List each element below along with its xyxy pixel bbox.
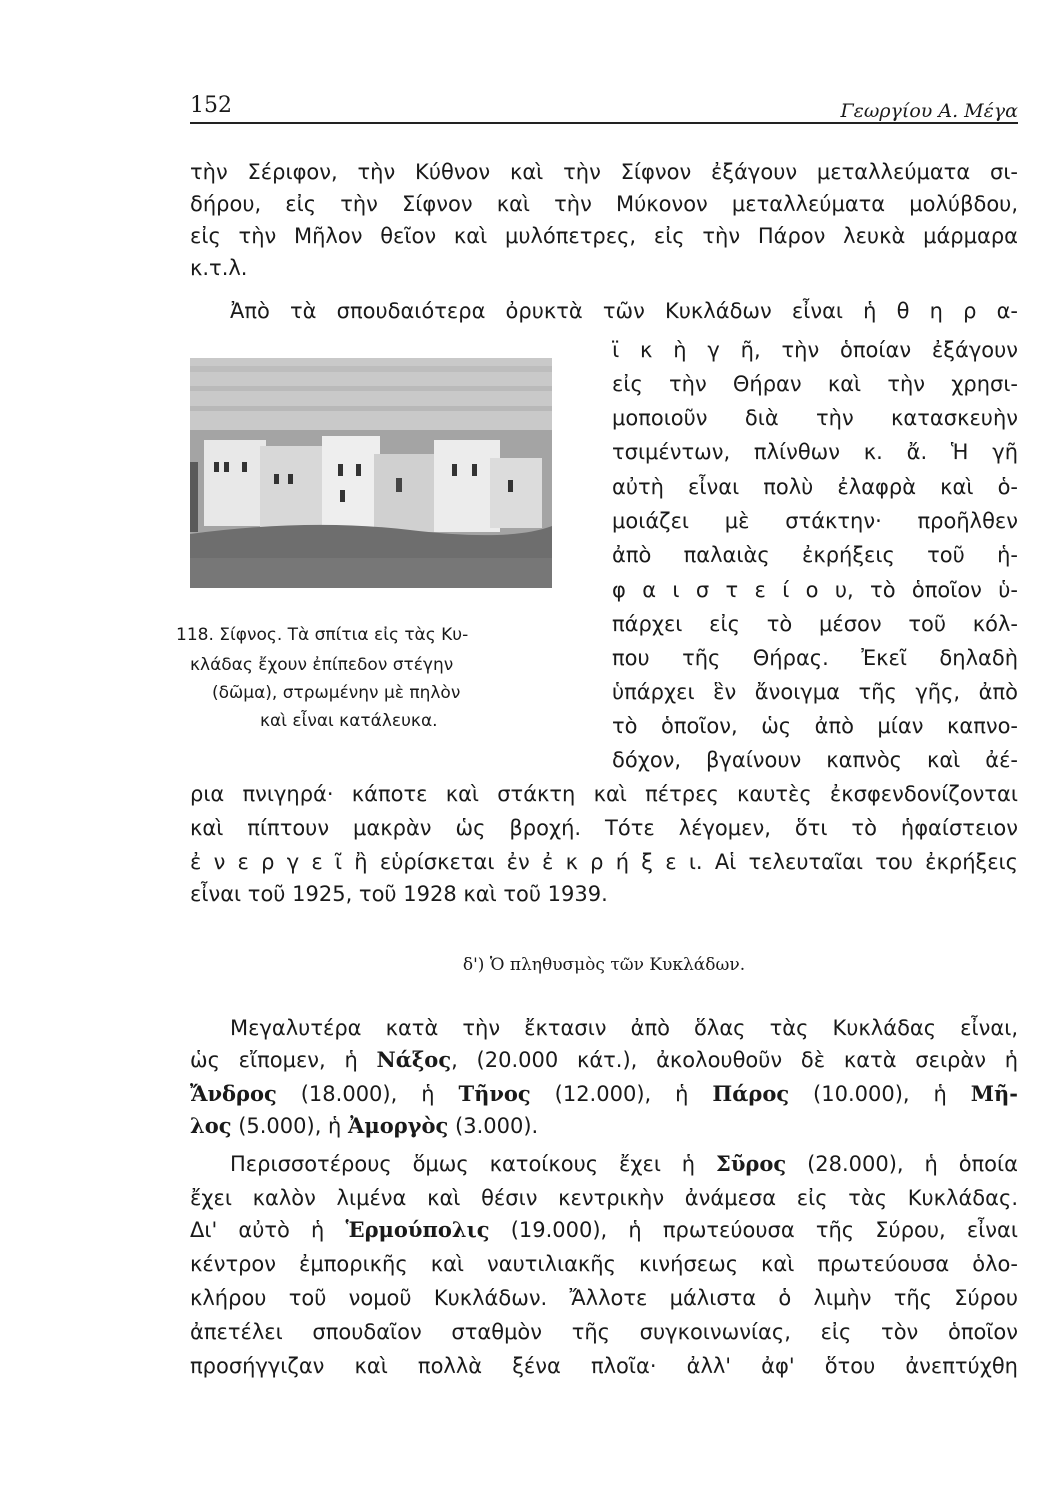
text-line: φ α ι σ τ ε ί ο υ, τὸ ὁποῖον ὑ- [612, 578, 1018, 602]
text-line: κέντρον ἐμπορικῆς καὶ ναυτιλιακῆς κινήσεως καὶ πρωτεύουσα ὁλο- [190, 1252, 1018, 1276]
text-line [190, 1216, 1018, 1244]
text-line: ὑπάρχει ἓν ἄνοιγμα τῆς γῆς, ἀπὸ [612, 680, 1018, 704]
text-line: δόχον, βγαίνουν καπνὸς καὶ ἀέ- [612, 748, 1018, 772]
figure-caption-line: κλάδας ἔχουν ἐπίπεδον στέγην [190, 655, 454, 675]
text-span: (3.000). [448, 1114, 539, 1138]
text-line [230, 1150, 1018, 1178]
text-span: (28.000), ἡ ὁποία [786, 1152, 1018, 1176]
text-span: ὡς εἴπομεν, ἡ [190, 1048, 377, 1072]
bold-place-name: λος [190, 1113, 232, 1138]
photo-illustration [190, 358, 552, 588]
text-line: καὶ πίπτουν μακρὰν ὡς βροχή. Τότε λέγομεν, ὅτι τὸ ἡφαίστειον [190, 816, 1018, 840]
text-line: εἰς τὴν Θήραν καὶ τὴν χρησι- [612, 372, 1018, 396]
text-span: (19.000), ἡ πρωτεύουσα τῆς Σύρου, εἶναι [489, 1218, 1018, 1242]
text-span: Περισσοτέρους ὅμως κατοίκους ἔχει ἡ [230, 1152, 716, 1176]
bold-place-name: Τῆνος [458, 1081, 531, 1106]
figure-caption-line: 118. Σίφνος. Τὰ σπίτια εἰς τὰς Κυ- [176, 625, 469, 645]
figure-caption-line: (δῶμα), στρωμένην μὲ πηλὸν [212, 683, 461, 703]
text-span: Δι' αὐτὸ ἡ [190, 1218, 346, 1242]
text-span: (5.000), ἡ [231, 1114, 349, 1138]
section-heading: δ') Ὁ πληθυσμὸς τῶν Κυκλάδων. [462, 955, 746, 975]
text-span: (18.000), ἡ [276, 1082, 459, 1106]
text-line: τσιμέντων, πλίνθων κ. ἄ. Ἡ γῆ [612, 440, 1018, 464]
text-line: που τῆς Θήρας. Ἐκεῖ δηλαδὴ [612, 646, 1018, 670]
bold-place-name: Ἀμοργὸς [348, 1113, 449, 1138]
text-span: (10.000), ἡ [789, 1082, 971, 1106]
text-line: Μεγαλυτέρα κατὰ τὴν ἔκτασιν ἀπὸ ὅλας τὰς Κυκλάδας εἶναι, [230, 1016, 1018, 1040]
text-line: κ.τ.λ. [190, 256, 248, 280]
text-line: δήρου, εἰς τὴν Σίφνον καὶ τὴν Μύκονον μεταλλεύματα μολύβδου, [190, 192, 1018, 216]
page-header [190, 88, 1018, 124]
bold-place-name: Μῆ- [970, 1081, 1018, 1106]
text-line: εἶναι τοῦ 1925, τοῦ 1928 καὶ τοῦ 1939. [190, 882, 608, 906]
text-span: (12.000), ἡ [530, 1082, 713, 1106]
sifnos-houses-photo [190, 358, 552, 588]
text-line: Ἀπὸ τὰ σπουδαιότερα ὀρυκτὰ τῶν Κυκλάδων εἶναι ἡ θ η ρ α- [230, 299, 1018, 323]
text-line: προσήγγιζαν καὶ πολλὰ ξένα πλοῖα· ἀλλ' ἀφ' ὅτου ἀνεπτύχθη [190, 1354, 1018, 1378]
text-line: τὴν Σέριφον, τὴν Κύθνον καὶ τὴν Σίφνον ἐξάγουν μεταλλεύματα σι- [190, 160, 1018, 184]
figure-caption-line: καὶ εἶναι κατάλευκα. [260, 711, 438, 731]
text-line: ἀπετέλει σπουδαῖον σταθμὸν τῆς συγκοινωνίας, εἰς τὸν ὁποῖον [190, 1320, 1018, 1344]
text-line: κλήρου τοῦ νομοῦ Κυκλάδων. Ἄλλοτε μάλιστα ὁ λιμὴν τῆς Σύρου [190, 1286, 1018, 1310]
text-line: πάρχει εἰς τὸ μέσον τοῦ κόλ- [612, 612, 1018, 636]
text-line: μοποιοῦν διὰ τὴν κατασκευὴν [612, 406, 1018, 430]
bold-place-name: Νάξος [376, 1047, 452, 1072]
text-line [190, 1080, 1018, 1108]
text-line [190, 1046, 1018, 1074]
text-line: τὸ ὁποῖον, ὡς ἀπὸ μίαν καπνο- [612, 714, 1018, 738]
text-line: μοιάζει μὲ στάκτην· προῆλθεν [612, 509, 1018, 533]
bold-place-name: Σῦρος [716, 1151, 787, 1176]
text-line: ἔχει καλὸν λιμένα καὶ θέσιν κεντρικὴν ἀνάμεσα εἰς τὰς Κυκλάδας. [190, 1186, 1018, 1210]
text-line: αὐτὴ εἶναι πολὺ ἐλαφρὰ καὶ ὁ- [612, 475, 1018, 499]
text-line: ἀπὸ παλαιὰς ἐκρήξεις τοῦ ἡ- [612, 543, 1018, 567]
running-head: Γεωργίου Α. Μέγα [840, 100, 1018, 122]
bold-place-name: Πάρος [712, 1081, 790, 1106]
text-line [190, 1112, 1018, 1140]
text-span: , (20.000 κάτ.), ἀκολουθοῦν δὲ κατὰ σειρὰν ἡ [451, 1048, 1019, 1072]
bold-place-name: Ἑρμούπολις [345, 1217, 490, 1242]
page-number: 152 [190, 93, 232, 118]
text-line: ρια πνιγηρά· κάποτε καὶ στάκτη καὶ πέτρες καυτὲς ἐκσφενδονίζονται [190, 782, 1018, 806]
text-line: εἰς τὴν Μῆλον θεῖον καὶ μυλόπετρες, εἰς τὴν Πάρον λευκὰ μάρμαρα [190, 224, 1018, 248]
text-line: ϊ κ ὴ γ ῆ, τὴν ὁποίαν ἐξάγουν [612, 338, 1018, 362]
bold-place-name: Ἄνδρος [190, 1081, 277, 1106]
text-line: ἐ ν ε ρ γ ε ῖ ἢ εὑρίσκεται ἐν ἐ κ ρ ή ξ ε ι. Αἱ τελευταῖαι του ἐκρήξεις [190, 850, 1018, 874]
